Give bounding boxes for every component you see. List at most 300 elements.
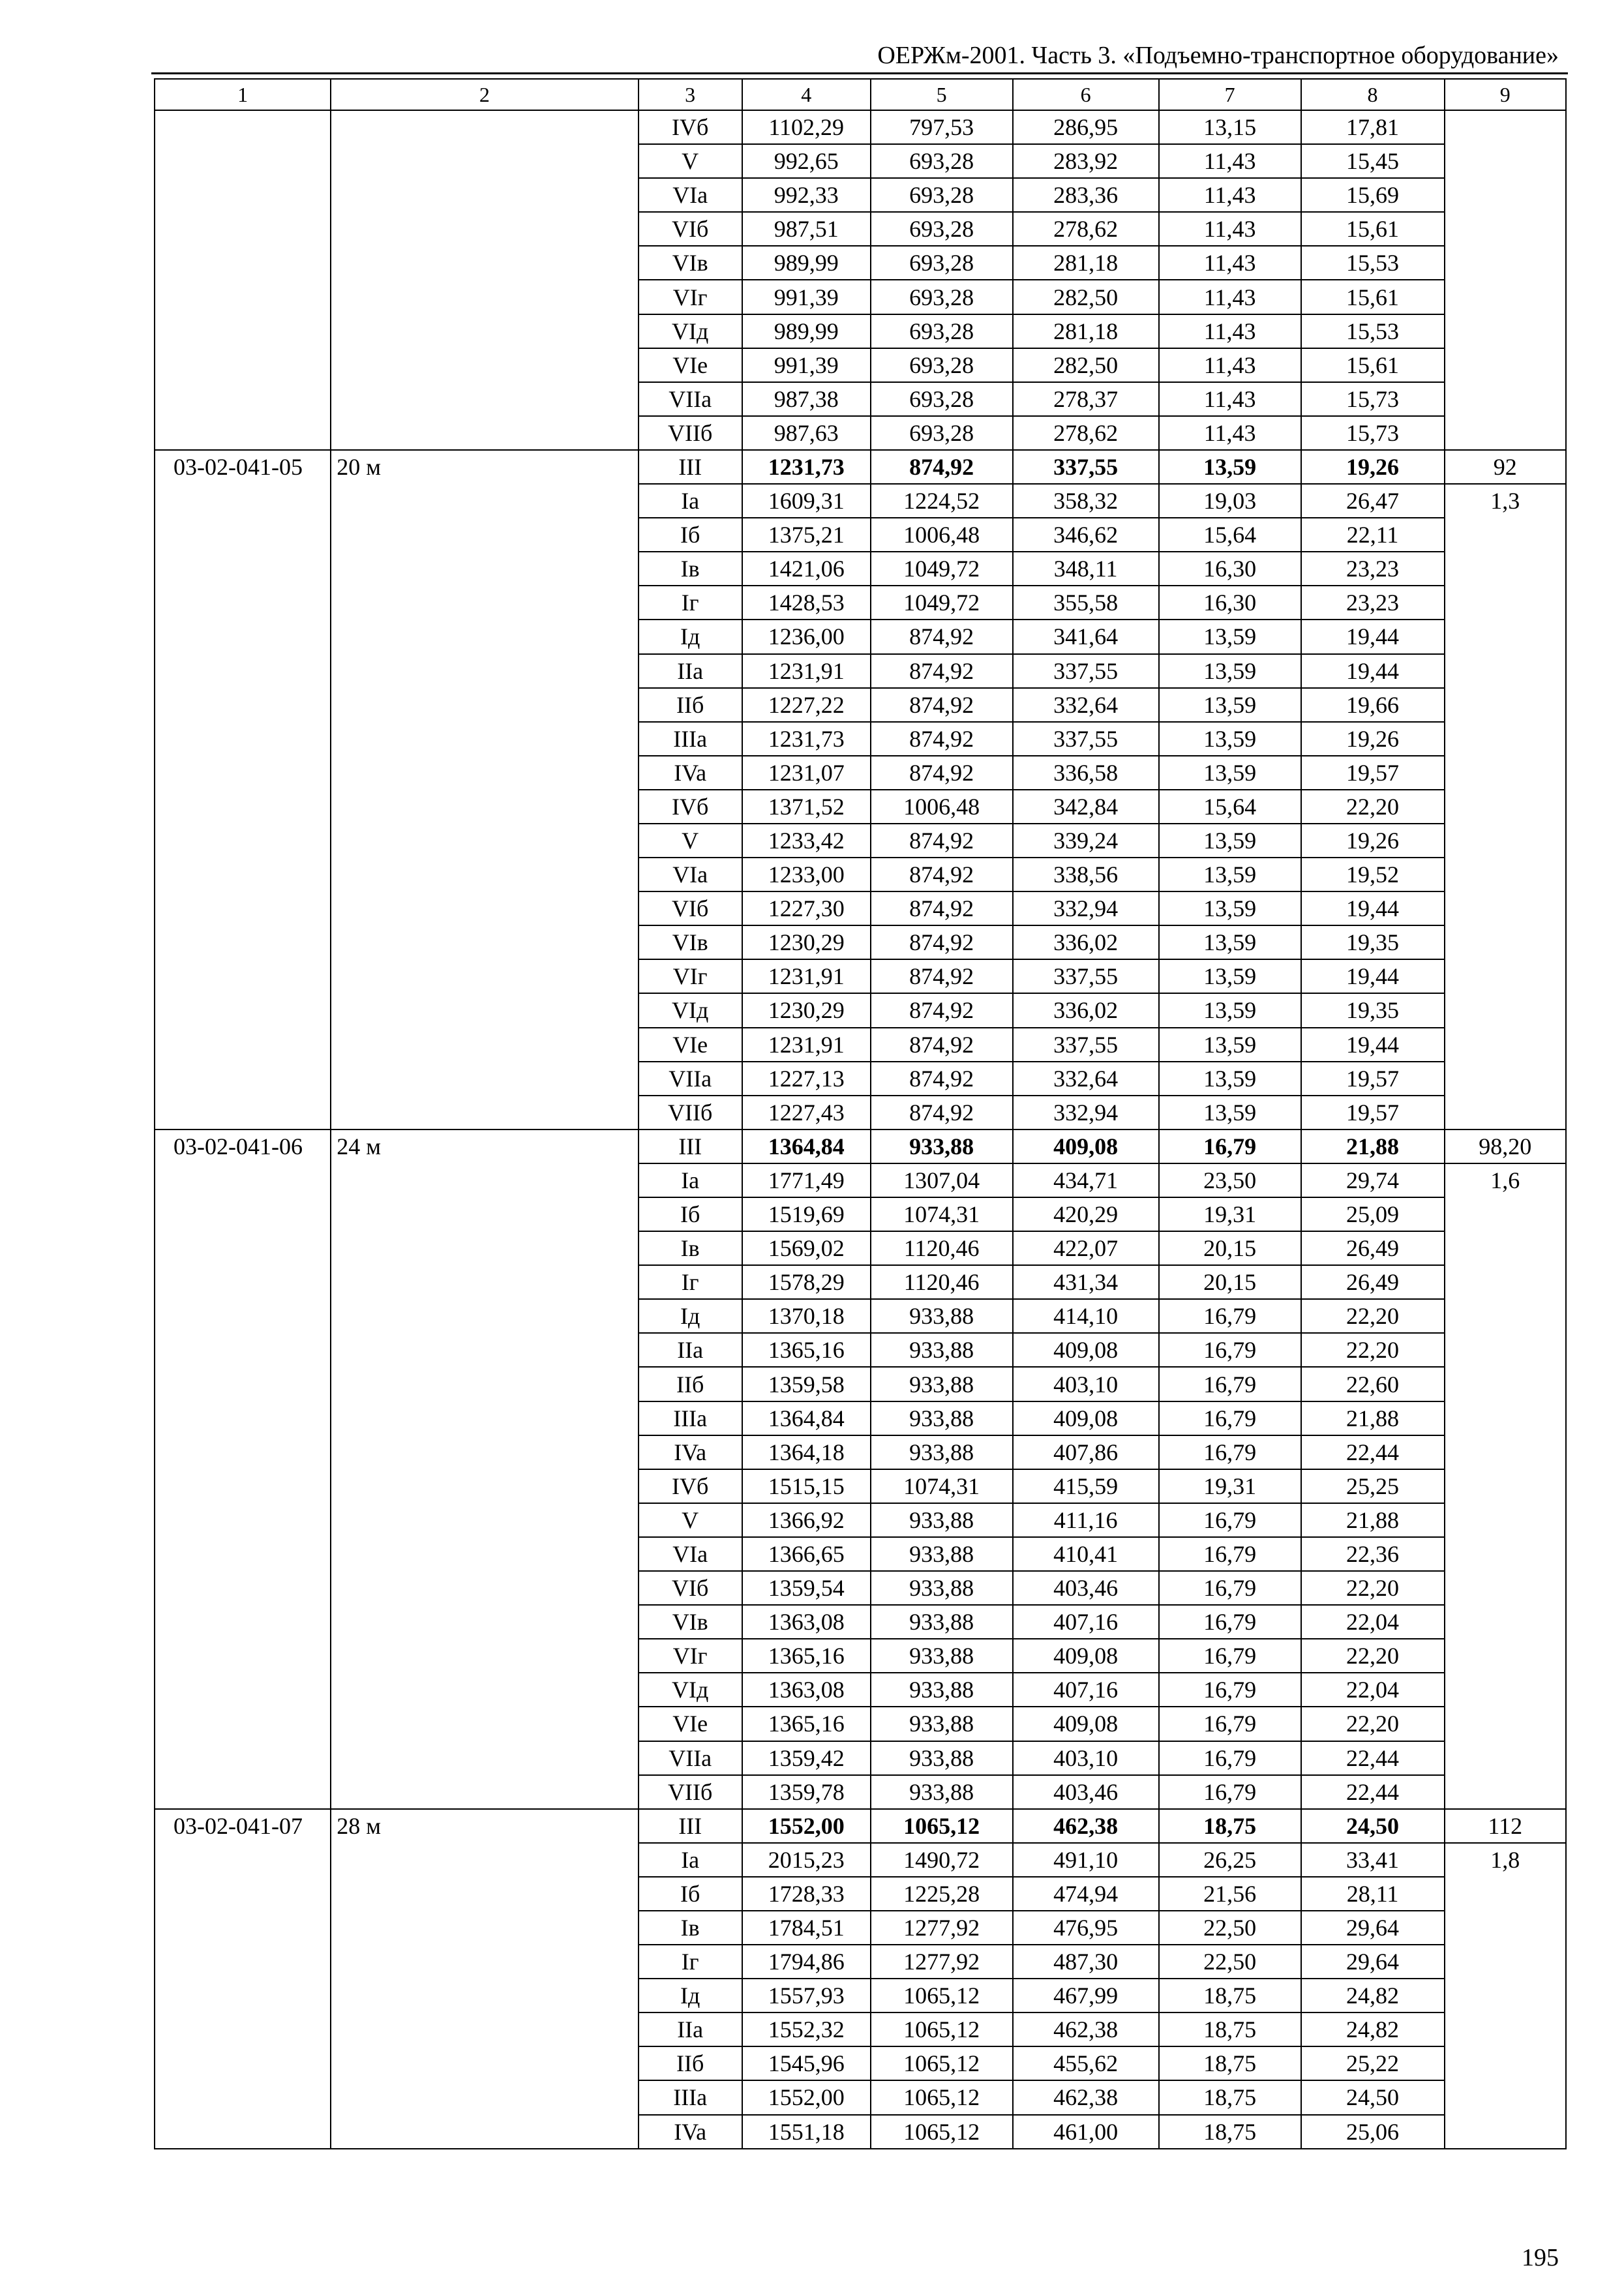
zone-cell: VIe <box>639 1707 742 1741</box>
zone-cell: III <box>639 1809 742 1843</box>
value-cell: 933,88 <box>871 1673 1013 1707</box>
value-cell: 16,79 <box>1159 1775 1301 1809</box>
value-cell: 462,38 <box>1013 2080 1159 2114</box>
value-cell: 933,88 <box>871 1605 1013 1639</box>
value-cell: 358,32 <box>1013 484 1159 518</box>
value-cell: 21,88 <box>1301 1401 1445 1435</box>
value-cell: 1771,49 <box>742 1163 871 1197</box>
extra-value: 92 <box>1445 450 1567 484</box>
value-cell: 19,44 <box>1301 891 1445 925</box>
zone-cell: VIг <box>639 280 742 314</box>
value-cell: 11,43 <box>1159 246 1301 280</box>
value-cell: 1230,29 <box>742 993 871 1027</box>
value-cell: 11,43 <box>1159 144 1301 178</box>
value-cell: 278,62 <box>1013 212 1159 246</box>
zone-cell: V <box>639 144 742 178</box>
value-cell: 16,30 <box>1159 586 1301 620</box>
value-cell: 874,92 <box>871 654 1013 688</box>
value-cell: 462,38 <box>1013 1809 1159 1843</box>
value-cell: 337,55 <box>1013 450 1159 484</box>
span-length: 24 м <box>331 1130 638 1809</box>
value-cell: 13,15 <box>1159 110 1301 144</box>
zone-cell: VIг <box>639 1639 742 1673</box>
value-cell: 1371,52 <box>742 790 871 824</box>
value-cell: 1365,16 <box>742 1333 871 1367</box>
zone-cell: VIб <box>639 212 742 246</box>
table-row <box>155 450 1566 484</box>
value-cell: 13,59 <box>1159 620 1301 653</box>
value-cell: 26,49 <box>1301 1231 1445 1265</box>
value-cell: 22,20 <box>1301 1707 1445 1741</box>
value-cell: 991,39 <box>742 280 871 314</box>
zone-cell: Iг <box>639 1265 742 1299</box>
value-cell: 409,08 <box>1013 1401 1159 1435</box>
value-cell: 693,28 <box>871 144 1013 178</box>
value-cell: 19,31 <box>1159 1469 1301 1503</box>
value-cell: 11,43 <box>1159 416 1301 450</box>
zone-cell: IIIa <box>639 2080 742 2114</box>
value-cell: 26,49 <box>1301 1265 1445 1299</box>
value-cell: 16,79 <box>1159 1673 1301 1707</box>
zone-cell: VIa <box>639 178 742 212</box>
value-cell: 19,26 <box>1301 722 1445 756</box>
extra-value <box>1445 110 1567 450</box>
value-cell: 1233,00 <box>742 858 871 891</box>
zone-cell: VIIб <box>639 1096 742 1130</box>
value-cell: 16,79 <box>1159 1707 1301 1741</box>
value-cell: 933,88 <box>871 1333 1013 1367</box>
value-cell: 874,92 <box>871 1028 1013 1062</box>
value-cell: 22,20 <box>1301 1571 1445 1605</box>
value-cell: 1065,12 <box>871 1809 1013 1843</box>
value-cell: 1277,92 <box>871 1945 1013 1979</box>
value-cell: 278,37 <box>1013 382 1159 416</box>
value-cell: 19,03 <box>1159 484 1301 518</box>
value-cell: 1065,12 <box>871 2012 1013 2046</box>
value-cell: 15,53 <box>1301 246 1445 280</box>
zone-cell: VIг <box>639 959 742 993</box>
zone-cell: VIe <box>639 348 742 382</box>
value-cell: 1490,72 <box>871 1843 1013 1877</box>
value-cell: 455,62 <box>1013 2046 1159 2080</box>
value-cell: 1227,22 <box>742 688 871 722</box>
zone-cell: VIa <box>639 858 742 891</box>
header-rule <box>151 72 1568 74</box>
span-length <box>331 110 638 450</box>
extra-value: 98,20 <box>1445 1130 1567 1163</box>
value-cell: 1552,32 <box>742 2012 871 2046</box>
value-cell: 933,88 <box>871 1435 1013 1469</box>
zone-cell: IVб <box>639 790 742 824</box>
value-cell: 1569,02 <box>742 1231 871 1265</box>
value-cell: 22,50 <box>1159 1945 1301 1979</box>
table-row <box>155 1809 1566 1843</box>
value-cell: 19,57 <box>1301 1062 1445 1096</box>
value-cell: 15,61 <box>1301 348 1445 382</box>
page-number: 195 <box>1522 2244 1559 2271</box>
value-cell: 11,43 <box>1159 178 1301 212</box>
zone-cell: VIд <box>639 314 742 348</box>
table-row <box>155 110 1566 144</box>
value-cell: 403,46 <box>1013 1571 1159 1605</box>
value-cell: 336,02 <box>1013 993 1159 1027</box>
value-cell: 16,79 <box>1159 1130 1301 1163</box>
value-cell: 874,92 <box>871 1062 1013 1096</box>
value-cell: 1545,96 <box>742 2046 871 2080</box>
value-cell: 26,47 <box>1301 484 1445 518</box>
value-cell: 22,60 <box>1301 1367 1445 1401</box>
zone-cell: V <box>639 1503 742 1537</box>
value-cell: 409,08 <box>1013 1333 1159 1367</box>
rate-code: 03-02-041-05 <box>155 450 331 1130</box>
value-cell: 461,00 <box>1013 2115 1159 2149</box>
value-cell: 1230,29 <box>742 925 871 959</box>
value-cell: 21,56 <box>1159 1877 1301 1911</box>
zone-cell: VIв <box>639 246 742 280</box>
value-cell: 1227,13 <box>742 1062 871 1096</box>
value-cell: 286,95 <box>1013 110 1159 144</box>
value-cell: 1515,15 <box>742 1469 871 1503</box>
value-cell: 1370,18 <box>742 1299 871 1333</box>
value-cell: 422,07 <box>1013 1231 1159 1265</box>
value-cell: 22,36 <box>1301 1537 1445 1571</box>
zone-cell: VIд <box>639 993 742 1027</box>
value-cell: 1224,52 <box>871 484 1013 518</box>
zone-cell: IIa <box>639 2012 742 2046</box>
zone-cell: IIa <box>639 654 742 688</box>
value-cell: 13,59 <box>1159 959 1301 993</box>
zone-cell: Iв <box>639 1231 742 1265</box>
value-cell: 22,44 <box>1301 1775 1445 1809</box>
value-cell: 18,75 <box>1159 2012 1301 2046</box>
value-cell: 13,59 <box>1159 688 1301 722</box>
zone-cell: IIб <box>639 2046 742 2080</box>
value-cell: 19,57 <box>1301 1096 1445 1130</box>
zone-cell: Iв <box>639 552 742 586</box>
value-cell: 933,88 <box>871 1401 1013 1435</box>
value-cell: 476,95 <box>1013 1911 1159 1945</box>
value-cell: 22,04 <box>1301 1605 1445 1639</box>
zone-cell: Iд <box>639 620 742 653</box>
value-cell: 462,38 <box>1013 2012 1159 2046</box>
value-cell: 992,65 <box>742 144 871 178</box>
value-cell: 13,59 <box>1159 858 1301 891</box>
column-number: 3 <box>639 79 742 110</box>
value-cell: 874,92 <box>871 959 1013 993</box>
value-cell: 1365,16 <box>742 1639 871 1673</box>
value-cell: 1065,12 <box>871 2115 1013 2149</box>
value-cell: 20,15 <box>1159 1231 1301 1265</box>
value-cell: 403,46 <box>1013 1775 1159 1809</box>
value-cell: 1609,31 <box>742 484 871 518</box>
value-cell: 16,79 <box>1159 1333 1301 1367</box>
column-number: 6 <box>1013 79 1159 110</box>
value-cell: 409,08 <box>1013 1707 1159 1741</box>
value-cell: 874,92 <box>871 891 1013 925</box>
value-cell: 11,43 <box>1159 382 1301 416</box>
zone-cell: VIIa <box>639 382 742 416</box>
value-cell: 16,79 <box>1159 1537 1301 1571</box>
value-cell: 874,92 <box>871 993 1013 1027</box>
value-cell: 29,64 <box>1301 1911 1445 1945</box>
value-cell: 13,59 <box>1159 824 1301 858</box>
value-cell: 25,09 <box>1301 1197 1445 1231</box>
value-cell: 407,86 <box>1013 1435 1159 1469</box>
value-cell: 693,28 <box>871 348 1013 382</box>
zone-cell: IVa <box>639 756 742 790</box>
value-cell: 16,79 <box>1159 1435 1301 1469</box>
value-cell: 19,57 <box>1301 756 1445 790</box>
value-cell: 1784,51 <box>742 1911 871 1945</box>
value-cell: 1359,58 <box>742 1367 871 1401</box>
value-cell: 1428,53 <box>742 586 871 620</box>
value-cell: 1231,07 <box>742 756 871 790</box>
value-cell: 933,88 <box>871 1639 1013 1673</box>
column-number-row <box>155 79 1566 110</box>
span-length: 28 м <box>331 1809 638 2149</box>
value-cell: 18,75 <box>1159 2080 1301 2114</box>
value-cell: 933,88 <box>871 1571 1013 1605</box>
value-cell: 15,61 <box>1301 212 1445 246</box>
value-cell: 933,88 <box>871 1299 1013 1333</box>
value-cell: 874,92 <box>871 756 1013 790</box>
value-cell: 403,10 <box>1013 1367 1159 1401</box>
value-cell: 409,08 <box>1013 1130 1159 1163</box>
value-cell: 18,75 <box>1159 2046 1301 2080</box>
value-cell: 13,59 <box>1159 722 1301 756</box>
value-cell: 491,10 <box>1013 1843 1159 1877</box>
value-cell: 21,88 <box>1301 1130 1445 1163</box>
value-cell: 19,35 <box>1301 993 1445 1027</box>
value-cell: 332,94 <box>1013 891 1159 925</box>
value-cell: 26,25 <box>1159 1843 1301 1877</box>
extra-value: 1,3 <box>1445 484 1567 1130</box>
value-cell: 19,44 <box>1301 654 1445 688</box>
value-cell: 19,44 <box>1301 620 1445 653</box>
value-cell: 1557,93 <box>742 1979 871 2012</box>
value-cell: 434,71 <box>1013 1163 1159 1197</box>
value-cell: 693,28 <box>871 246 1013 280</box>
value-cell: 874,92 <box>871 824 1013 858</box>
value-cell: 282,50 <box>1013 280 1159 314</box>
value-cell: 409,08 <box>1013 1639 1159 1673</box>
value-cell: 22,04 <box>1301 1673 1445 1707</box>
value-cell: 693,28 <box>871 212 1013 246</box>
value-cell: 693,28 <box>871 416 1013 450</box>
value-cell: 415,59 <box>1013 1469 1159 1503</box>
column-number: 9 <box>1445 79 1567 110</box>
value-cell: 693,28 <box>871 178 1013 212</box>
value-cell: 22,50 <box>1159 1911 1301 1945</box>
value-cell: 1359,54 <box>742 1571 871 1605</box>
value-cell: 15,53 <box>1301 314 1445 348</box>
value-cell: 282,50 <box>1013 348 1159 382</box>
zone-cell: Iб <box>639 518 742 552</box>
zone-cell: Iг <box>639 586 742 620</box>
value-cell: 487,30 <box>1013 1945 1159 1979</box>
value-cell: 19,31 <box>1159 1197 1301 1231</box>
value-cell: 1231,91 <box>742 1028 871 1062</box>
value-cell: 1364,18 <box>742 1435 871 1469</box>
value-cell: 281,18 <box>1013 314 1159 348</box>
value-cell: 1233,42 <box>742 824 871 858</box>
value-cell: 1366,65 <box>742 1537 871 1571</box>
value-cell: 1065,12 <box>871 1979 1013 2012</box>
value-cell: 1236,00 <box>742 620 871 653</box>
zone-cell: VIIб <box>639 1775 742 1809</box>
extra-value: 1,8 <box>1445 1843 1567 2149</box>
column-number: 2 <box>331 79 638 110</box>
value-cell: 1074,31 <box>871 1197 1013 1231</box>
value-cell: 13,59 <box>1159 654 1301 688</box>
zone-cell: IIб <box>639 688 742 722</box>
value-cell: 342,84 <box>1013 790 1159 824</box>
value-cell: 1794,86 <box>742 1945 871 1979</box>
rates-table <box>154 78 1567 2149</box>
value-cell: 13,59 <box>1159 891 1301 925</box>
value-cell: 337,55 <box>1013 1028 1159 1062</box>
zone-cell: Ia <box>639 484 742 518</box>
column-number: 4 <box>742 79 871 110</box>
zone-cell: III <box>639 1130 742 1163</box>
zone-cell: Ia <box>639 1843 742 1877</box>
value-cell: 16,79 <box>1159 1367 1301 1401</box>
value-cell: 2015,23 <box>742 1843 871 1877</box>
value-cell: 933,88 <box>871 1741 1013 1775</box>
value-cell: 15,73 <box>1301 382 1445 416</box>
zone-cell: IIIa <box>639 1401 742 1435</box>
value-cell: 13,59 <box>1159 993 1301 1027</box>
zone-cell: VIa <box>639 1537 742 1571</box>
value-cell: 23,50 <box>1159 1163 1301 1197</box>
value-cell: 1231,91 <box>742 654 871 688</box>
value-cell: 16,79 <box>1159 1503 1301 1537</box>
value-cell: 989,99 <box>742 246 871 280</box>
value-cell: 21,88 <box>1301 1503 1445 1537</box>
value-cell: 11,43 <box>1159 314 1301 348</box>
value-cell: 28,11 <box>1301 1877 1445 1911</box>
zone-cell: VIв <box>639 925 742 959</box>
value-cell: 22,20 <box>1301 1299 1445 1333</box>
zone-cell: IIб <box>639 1367 742 1401</box>
rate-code: 03-02-041-06 <box>155 1130 331 1809</box>
value-cell: 431,34 <box>1013 1265 1159 1299</box>
value-cell: 16,79 <box>1159 1741 1301 1775</box>
value-cell: 933,88 <box>871 1775 1013 1809</box>
value-cell: 24,82 <box>1301 1979 1445 2012</box>
value-cell: 22,20 <box>1301 1639 1445 1673</box>
value-cell: 22,44 <box>1301 1435 1445 1469</box>
zone-cell: Iв <box>639 1911 742 1945</box>
value-cell: 933,88 <box>871 1367 1013 1401</box>
value-cell: 19,44 <box>1301 959 1445 993</box>
value-cell: 1375,21 <box>742 518 871 552</box>
value-cell: 1049,72 <box>871 552 1013 586</box>
value-cell: 24,50 <box>1301 1809 1445 1843</box>
value-cell: 1359,78 <box>742 1775 871 1809</box>
value-cell: 420,29 <box>1013 1197 1159 1231</box>
value-cell: 15,69 <box>1301 178 1445 212</box>
zone-cell: VIIa <box>639 1741 742 1775</box>
value-cell: 19,66 <box>1301 688 1445 722</box>
value-cell: 29,64 <box>1301 1945 1445 1979</box>
value-cell: 407,16 <box>1013 1605 1159 1639</box>
value-cell: 1365,16 <box>742 1707 871 1741</box>
value-cell: 336,02 <box>1013 925 1159 959</box>
value-cell: 11,43 <box>1159 348 1301 382</box>
value-cell: 20,15 <box>1159 1265 1301 1299</box>
value-cell: 15,64 <box>1159 518 1301 552</box>
value-cell: 1006,48 <box>871 518 1013 552</box>
value-cell: 11,43 <box>1159 280 1301 314</box>
value-cell: 13,59 <box>1159 1062 1301 1096</box>
value-cell: 1552,00 <box>742 1809 871 1843</box>
value-cell: 19,52 <box>1301 858 1445 891</box>
zone-cell: IVa <box>639 1435 742 1469</box>
value-cell: 933,88 <box>871 1503 1013 1537</box>
value-cell: 1225,28 <box>871 1877 1013 1911</box>
value-cell: 933,88 <box>871 1707 1013 1741</box>
zone-cell: Iд <box>639 1299 742 1333</box>
value-cell: 874,92 <box>871 858 1013 891</box>
value-cell: 693,28 <box>871 382 1013 416</box>
value-cell: 1277,92 <box>871 1911 1013 1945</box>
value-cell: 23,23 <box>1301 586 1445 620</box>
value-cell: 1519,69 <box>742 1197 871 1231</box>
zone-cell: IVб <box>639 1469 742 1503</box>
value-cell: 332,64 <box>1013 688 1159 722</box>
value-cell: 1102,29 <box>742 110 871 144</box>
value-cell: 337,55 <box>1013 654 1159 688</box>
value-cell: 1363,08 <box>742 1605 871 1639</box>
value-cell: 341,64 <box>1013 620 1159 653</box>
value-cell: 474,94 <box>1013 1877 1159 1911</box>
value-cell: 1227,30 <box>742 891 871 925</box>
value-cell: 13,59 <box>1159 1028 1301 1062</box>
zone-cell: Ia <box>639 1163 742 1197</box>
value-cell: 24,50 <box>1301 2080 1445 2114</box>
value-cell: 1363,08 <box>742 1673 871 1707</box>
value-cell: 339,24 <box>1013 824 1159 858</box>
column-number: 5 <box>871 79 1013 110</box>
value-cell: 18,75 <box>1159 1979 1301 2012</box>
value-cell: 16,79 <box>1159 1605 1301 1639</box>
value-cell: 987,63 <box>742 416 871 450</box>
value-cell: 13,59 <box>1159 450 1301 484</box>
value-cell: 1120,46 <box>871 1231 1013 1265</box>
value-cell: 403,10 <box>1013 1741 1159 1775</box>
value-cell: 1006,48 <box>871 790 1013 824</box>
value-cell: 17,81 <box>1301 110 1445 144</box>
value-cell: 1065,12 <box>871 2080 1013 2114</box>
value-cell: 348,11 <box>1013 552 1159 586</box>
value-cell: 15,45 <box>1301 144 1445 178</box>
value-cell: 874,92 <box>871 925 1013 959</box>
value-cell: 355,58 <box>1013 586 1159 620</box>
value-cell: 1120,46 <box>871 1265 1013 1299</box>
value-cell: 1359,42 <box>742 1741 871 1775</box>
value-cell: 283,36 <box>1013 178 1159 212</box>
value-cell: 22,20 <box>1301 790 1445 824</box>
zone-cell: IIa <box>639 1333 742 1367</box>
zone-cell: Iб <box>639 1877 742 1911</box>
value-cell: 414,10 <box>1013 1299 1159 1333</box>
column-number: 7 <box>1159 79 1301 110</box>
value-cell: 18,75 <box>1159 2115 1301 2149</box>
zone-cell: Iд <box>639 1979 742 2012</box>
value-cell: 693,28 <box>871 314 1013 348</box>
value-cell: 874,92 <box>871 722 1013 756</box>
